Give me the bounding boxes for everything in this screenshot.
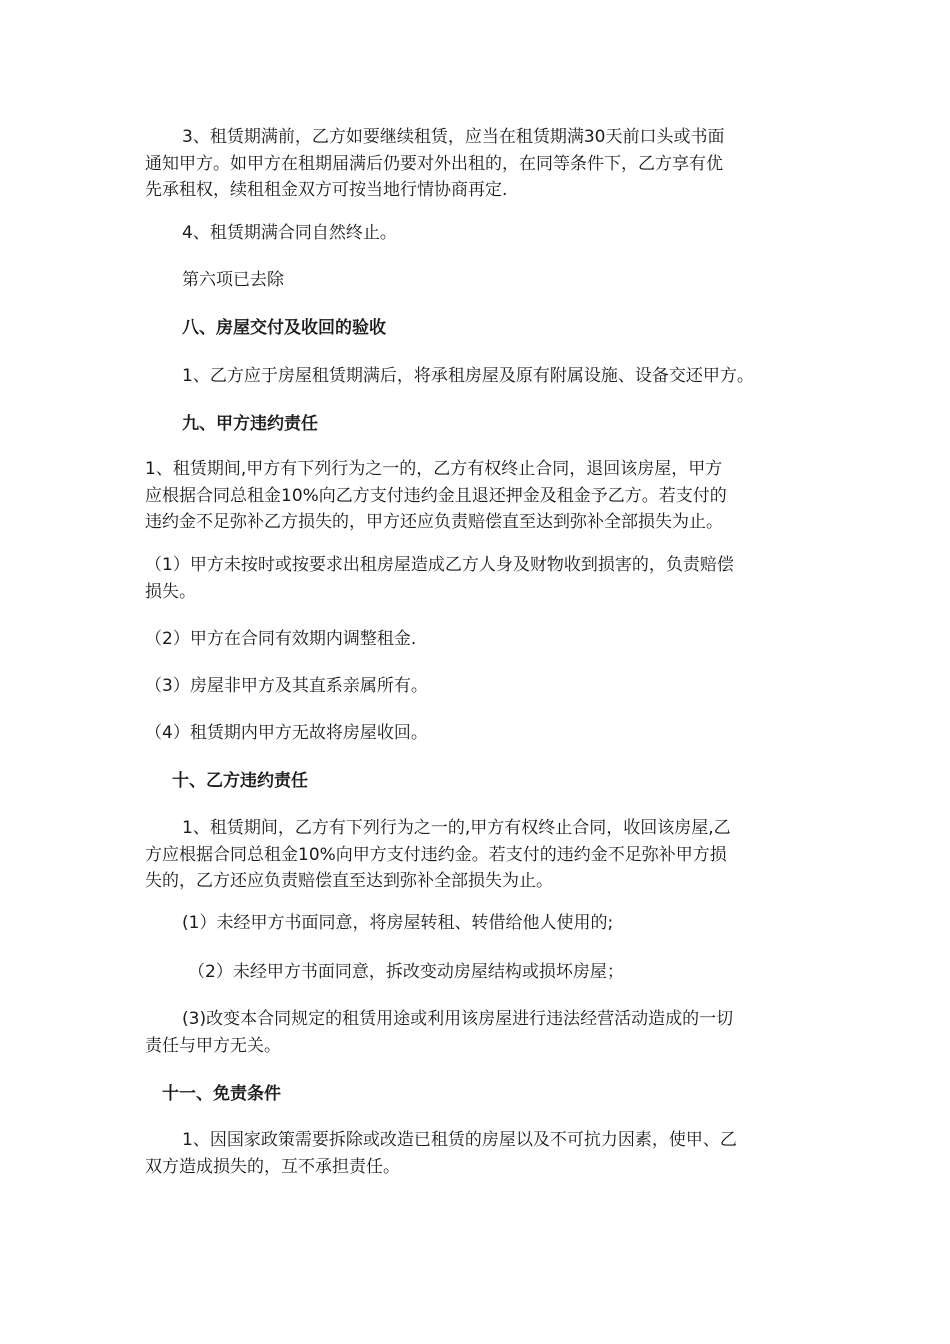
text-line: 1、因国家政策需要拆除或改造已租赁的房屋以及不可抗力因素，使甲、乙	[182, 1130, 737, 1150]
paragraph-return-property	[182, 363, 754, 390]
text-line: 失的，乙方还应负责赔偿直至达到弥补全部损失为止。	[145, 871, 553, 891]
text-line: 责任与甲方无关。	[145, 1035, 281, 1056]
section-heading-tenant-breach	[172, 768, 308, 795]
text-line: （1）甲方未按时或按要求出租房屋造成乙方人身及财物收到损害的，负责赔偿	[145, 555, 734, 575]
text-line: 第六项已去除	[182, 270, 284, 290]
text-line: (3)改变本合同规定的租赁用途或利用该房屋进行违法经营活动造成的一切	[182, 1009, 734, 1029]
heading-text: 八、房屋交付及收回的验收	[182, 318, 386, 338]
paragraph-lease-renewal	[145, 124, 724, 204]
heading-text: 九、甲方违约责任	[182, 414, 318, 434]
section-heading-landlord-breach	[182, 411, 318, 438]
paragraph-tenant-breach-clause	[145, 815, 731, 895]
paragraph-tenant-item-3	[145, 1006, 733, 1059]
paragraph-landlord-item-2	[145, 626, 416, 653]
text-line: (1）未经甲方书面同意，将房屋转租、转借给他人使用的;	[182, 913, 614, 933]
text-line: 通知甲方。如甲方在租期届满后仍要对外出租的，在同等条件下，乙方享有优	[145, 153, 723, 174]
text-line: 损失。	[145, 581, 196, 602]
text-line: 4、租赁期满合同自然终止。	[182, 223, 397, 243]
paragraph-landlord-item-1	[145, 552, 734, 605]
paragraph-tenant-item-1	[182, 910, 613, 937]
paragraph-lease-termination	[182, 220, 397, 247]
paragraph-tenant-item-2	[188, 959, 624, 986]
text-line: 双方造成损失的，互不承担责任。	[145, 1156, 400, 1177]
text-line: 1、租赁期间,甲方有下列行为之一的，乙方有权终止合同，退回该房屋，甲方	[145, 459, 723, 479]
section-heading-exemption	[162, 1081, 281, 1108]
paragraph-exemption-clause	[145, 1127, 737, 1180]
paragraph-item-removed	[182, 267, 284, 294]
text-line: 方应根据合同总租金10%向甲方支付违约金。若支付的违约金不足弥补甲方损	[145, 844, 727, 865]
paragraph-landlord-item-3	[145, 673, 428, 700]
paragraph-landlord-breach-clause	[145, 456, 727, 536]
text-line: 1、租赁期间，乙方有下列行为之一的,甲方有权终止合同，收回该房屋,乙	[182, 818, 731, 838]
text-line: 3、租赁期满前，乙方如要继续租赁，应当在租赁期满30天前口头或书面	[182, 127, 725, 147]
heading-text: 十一、免责条件	[162, 1084, 281, 1104]
text-line: 应根据合同总租金10%向乙方支付违约金且退还押金及租金予乙方。若支付的	[145, 485, 727, 506]
text-line: （2）未经甲方书面同意，拆改变动房屋结构或损坏房屋；	[188, 962, 624, 982]
text-line: （2）甲方在合同有效期内调整租金.	[145, 629, 417, 649]
text-line: 先承租权，续租租金双方可按当地行情协商再定.	[145, 180, 508, 200]
text-line: （3）房屋非甲方及其直系亲属所有。	[145, 676, 428, 696]
heading-text: 十、乙方违约责任	[172, 771, 308, 791]
section-heading-handover	[182, 315, 386, 342]
text-line: 1、乙方应于房屋租赁期满后，将承租房屋及原有附属设施、设备交还甲方。	[182, 366, 754, 386]
text-line: 违约金不足弥补乙方损失的，甲方还应负责赔偿直至达到弥补全部损失为止。	[145, 512, 723, 532]
text-line: （4）租赁期内甲方无故将房屋收回。	[145, 723, 428, 743]
paragraph-landlord-item-4	[145, 720, 428, 747]
